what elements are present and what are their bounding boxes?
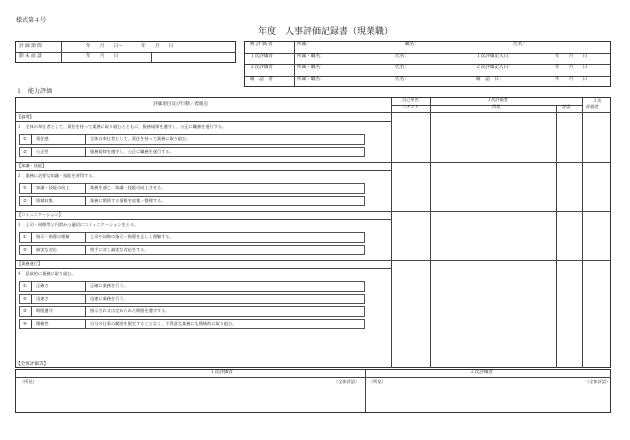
col-header-second-2: 評価者 <box>586 104 599 109</box>
col-header-first-note: 所見 <box>492 104 501 109</box>
sub-divider <box>85 232 86 243</box>
evaluator-date-label: １次評価記入日： <box>476 53 513 59</box>
sub-criterion-row <box>19 134 365 145</box>
sub-name: 期限遵守 <box>36 308 53 313</box>
period-value[interactable]: 年 月 日〜 年 月 日 <box>86 44 174 49</box>
sub-number: ② <box>23 148 27 154</box>
group-separator <box>15 162 611 163</box>
sub-divider <box>85 196 86 207</box>
sub-number: ② <box>23 246 27 252</box>
section-title: １ 能力評価 <box>16 88 53 95</box>
evaluator-affiliation-field[interactable]: 所属・職名： <box>297 76 325 82</box>
main-criterion: １ 全体の奉仕者として、責任を持って業務に取り組むとともに、服務規律を遵守し、公正に職務を遂行する。 <box>17 124 227 129</box>
sub-number: ① <box>23 185 27 190</box>
sub-divider <box>31 183 32 194</box>
sub-divider <box>85 183 86 194</box>
col-header-self: 自己申告 <box>402 97 419 102</box>
period-label: 評 価 期 間 <box>19 44 42 49</box>
period-box <box>15 41 236 63</box>
sub-description: 相手に対し誠実な対応をする。 <box>90 246 149 252</box>
sub-name: 正確さ <box>36 283 49 288</box>
evaluator-affiliation-field[interactable]: 所属： <box>297 42 311 47</box>
col-header-self-comment: コメント <box>402 104 419 109</box>
overall-first-header: １次評価者 <box>210 370 233 375</box>
sub-divider <box>31 294 32 305</box>
sub-divider <box>85 281 86 292</box>
sub-criterion-row <box>19 147 365 158</box>
sub-divider <box>31 281 32 292</box>
group-separator <box>15 211 611 212</box>
col-header-first: １次評価者 <box>487 97 508 102</box>
evaluator-affiliation-field[interactable]: 所属・職名： <box>297 53 325 59</box>
sub-criterion-row <box>19 196 365 207</box>
evaluator-row-label: ２次評価者 <box>250 65 273 70</box>
sub-description: 業務を通じ、知識・技能の向上させる。 <box>90 185 166 190</box>
evaluator-date-value[interactable]: 年 月 日 <box>555 65 588 70</box>
sub-number: ④ <box>23 320 27 326</box>
sub-number: ② <box>23 197 27 203</box>
sub-name: 指示・指導の理解 <box>36 234 70 239</box>
sub-description: 服務規律を遵守し、公正に職務を遂行する。 <box>90 148 174 154</box>
sub-name: 公正性 <box>36 148 49 154</box>
sub-criterion-row <box>19 183 365 194</box>
category-label: 【コミュニケーション】 <box>17 212 63 217</box>
evaluator-name-field[interactable]: 氏名： <box>395 76 409 82</box>
sub-divider <box>85 319 86 330</box>
category-label: 【知識・技能】 <box>17 163 47 168</box>
sub-divider <box>85 147 86 158</box>
evaluator-affiliation-field[interactable]: 所属・職名： <box>297 65 325 70</box>
sub-divider <box>85 134 86 145</box>
sub-number: ② <box>23 295 27 301</box>
sub-criterion-row <box>19 281 365 292</box>
sub-divider <box>31 196 32 207</box>
main-criterion: ３ 上司・同僚等と円滑かつ適切にコミュニケーションをとる。 <box>17 222 139 227</box>
overall-second-header: ２次評価者 <box>470 370 493 375</box>
evaluator-date-value[interactable]: 年 月 日 <box>555 53 588 59</box>
category-underline <box>15 268 391 269</box>
category-underline <box>15 219 391 220</box>
sub-criterion-row <box>19 306 365 317</box>
sub-divider <box>85 294 86 305</box>
sub-name: 知識・技能の向上 <box>36 185 70 190</box>
sub-description: 指示され又は定められた期限を遵守する。 <box>90 308 170 313</box>
overall-second-score[interactable]: （全体評語） <box>585 379 611 384</box>
sub-description: 全体の奉仕者として、責任を持って業務に取り組む。 <box>90 136 191 141</box>
col-header-first-score: 評語 <box>562 104 571 109</box>
sub-description: 正確に業務を行う。 <box>90 283 128 288</box>
sub-number: ① <box>23 283 27 288</box>
sub-name: 誠実な対応 <box>36 246 57 252</box>
sub-divider <box>85 306 86 317</box>
group-separator <box>15 260 611 261</box>
evaluator-name-field[interactable]: 氏名： <box>513 42 527 47</box>
overall-first-note[interactable]: （所見） <box>20 379 37 384</box>
evaluator-date-value[interactable]: 年 月 日 <box>555 76 588 82</box>
sub-name: 責任感 <box>36 136 49 141</box>
sub-number: ③ <box>23 308 27 313</box>
evaluator-name-field[interactable]: 氏名： <box>395 53 409 59</box>
sub-divider <box>31 245 32 256</box>
sub-criterion-row <box>19 294 365 305</box>
sub-number: ① <box>23 136 27 141</box>
evaluator-row-label: 確 認 者 <box>250 76 273 82</box>
sub-name: 情報収集 <box>36 197 53 203</box>
evaluator-date-label: ２次評価記入日： <box>476 65 513 70</box>
evaluator-row-label: １次評価者 <box>250 53 273 59</box>
evaluator-name-field[interactable]: 氏名： <box>395 65 409 70</box>
sub-criterion-row <box>19 232 365 243</box>
interview-label: 期 末 面 談 <box>19 54 42 59</box>
form-number: 様式第４号 <box>16 17 47 24</box>
category-label: 【倫理】 <box>17 114 34 119</box>
sub-description: 自分の仕事の範囲を限定することなく、不得意な業務にも積極的に取り組む。 <box>90 320 237 326</box>
sub-number: ① <box>23 234 27 239</box>
sub-divider <box>85 245 86 256</box>
sub-description: 上司や同僚の指示・指導を正しく理解する。 <box>90 234 174 239</box>
sub-divider <box>31 147 32 158</box>
evaluator-position-field[interactable]: 職名： <box>405 42 419 47</box>
sub-description: 迅速に業務を行う。 <box>90 295 128 301</box>
interview-value[interactable]: 年 月 日 <box>86 54 119 59</box>
sub-name: 迅速さ <box>36 295 49 301</box>
sub-divider <box>31 319 32 330</box>
category-underline <box>15 121 391 122</box>
sub-divider <box>31 134 32 145</box>
sub-divider <box>31 232 32 243</box>
evaluator-row-label: 被 評 価 者 <box>250 42 273 47</box>
sub-description: 業務に関係する情報を収集・整理する。 <box>90 197 166 203</box>
overall-first-score[interactable]: （全体評語） <box>334 379 360 384</box>
sub-divider <box>31 306 32 317</box>
overall-second-note[interactable]: （所見） <box>369 379 386 384</box>
sub-name: 積極性 <box>36 320 49 326</box>
col-header-items: 評価項目及び行動／着眼点 <box>153 102 209 107</box>
document-title: 年度 人事評価記録書（現業職） <box>258 27 394 37</box>
evaluator-date-label: 確 認 日： <box>476 76 504 82</box>
overall-table <box>15 369 611 413</box>
category-underline <box>15 170 391 171</box>
overall-title: 【全体評価等】 <box>16 362 49 367</box>
main-criterion: ２ 業務に必要な知識・技能を習得する。 <box>17 173 97 178</box>
col-header-second-1: ２次 <box>593 98 602 103</box>
main-criterion: ４ 意欲的に業務に取り組む。 <box>17 271 76 276</box>
category-label: 【業務遂行】 <box>17 261 43 266</box>
sub-criterion-row <box>19 245 365 256</box>
